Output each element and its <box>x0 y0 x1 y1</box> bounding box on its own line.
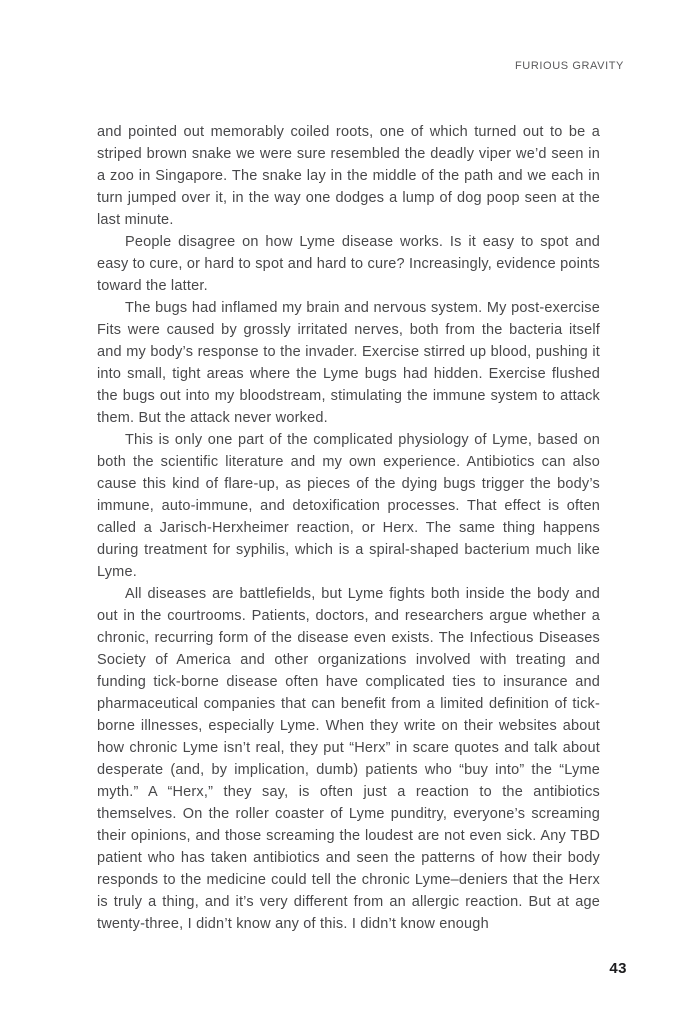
running-header: FURIOUS GRAVITY <box>514 60 624 72</box>
paragraph: and pointed out memorably coiled roots, one of which turned out to be a striped brown snake we were sure resembled the deadly viper we’d seen in a zoo in Singapore. The snake lay in the middle of the path and we each in turn jumped over it, in the way one dodges a lump of dog poop seen at the last minute. <box>97 124 600 228</box>
paragraph: People disagree on how Lyme disease works. Is it easy to spot and easy to cure, or hard to spot and hard to cure? Increasingly, evidence points toward the latter. <box>97 234 600 294</box>
paragraph: The bugs had inflamed my brain and nervous system. My post-exercise Fits were caused by grossly irritated nerves, both from the bacteria itself and my body’s response to the invader. Exercise stirred up blood, pushing it into small, tight areas where the Lyme bugs had hidden. Exercise flushed the bugs out into my bloodstream, stimulating the immune system to attack them. But the attack never worked. <box>97 300 600 426</box>
page-body <box>97 121 600 935</box>
paragraph: This is only one part of the complicated physiology of Lyme, based on both the scientific literature and my own experience. Antibiotics can also cause this kind of flare-up, as pieces of the dying bugs trigger the body’s immune, auto-immune, and detoxification processes. That effect is often called a Jarisch-Herxheimer reaction, or Herx. The same thing happens during treatment for syphilis, which is a spiral-shaped bacterium much like Lyme. <box>97 432 600 580</box>
page-number: 43 <box>609 960 627 977</box>
paragraph: All diseases are battlefields, but Lyme fights both inside the body and out in the courtrooms. Patients, doctors, and researchers argue whether a chronic, recurring form of the disease even exists. The Infectious Diseases Society of America and other organizations involved with treating and funding tick-borne disease often have complicated ties to insurance and pharmaceutical companies that can benefit from a limited definition of tick-borne illnesses, especially Lyme. When they write on their websites about how chronic Lyme isn’t real, they put “Herx” in scare quotes and talk about desperate (and, by implication, dumb) patients who “buy into” the “Lyme myth.” A “Herx,” they say, is often just a reaction to the antibiotics themselves. On the roller coaster of Lyme punditry, everyone’s screaming their opinions, and those screaming the loudest are not even sick. Any TBD patient who has taken antibiotics and seen the patterns of how their body responds to the medicine could tell the chronic Lyme–deniers that the Herx is truly a thing, and it’s very different from an allergic reaction. But at age twenty-three, I didn’t know any of this. I didn’t know enough <box>97 586 600 932</box>
